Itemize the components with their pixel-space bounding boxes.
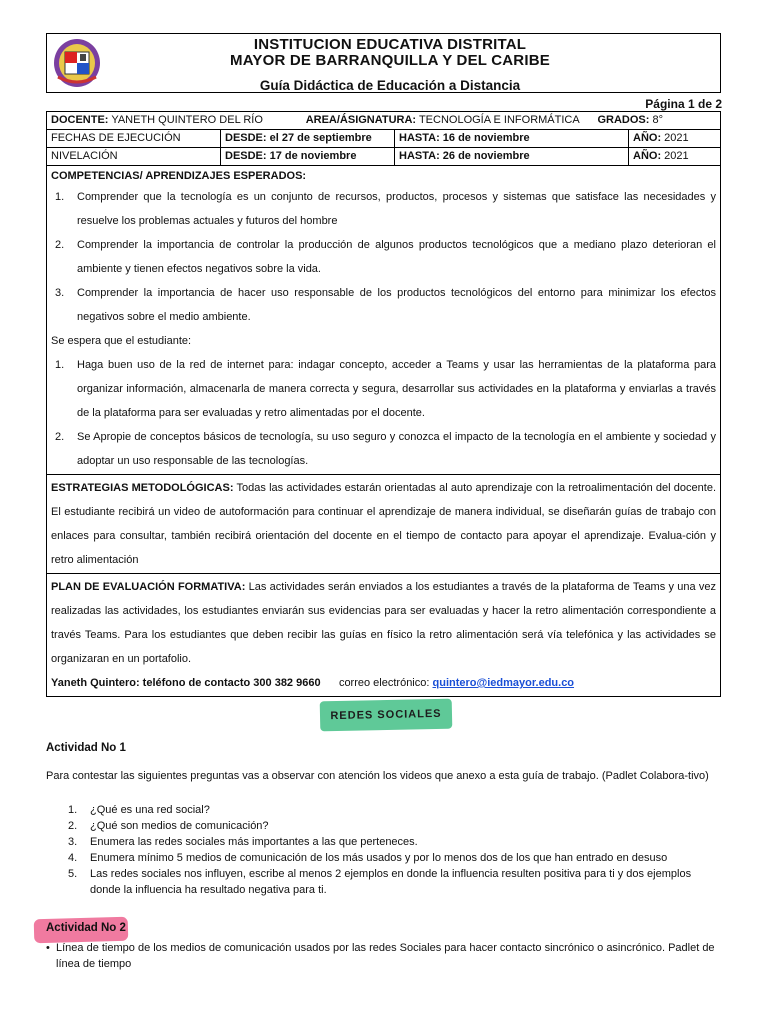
list-item xyxy=(51,233,716,281)
list-text: Comprender la importancia de controlar la producción de algunos productos tecnológicos que a mediano plazo deterioran el ambiente y tienen efectos negativos sobre la vida. xyxy=(77,239,716,275)
list-text: Comprender que la tecnología es un conjunto de recursos, productos, procesos y sistemas que satisface las necesidades y resuelve los problemas actuales y futuros del hombre xyxy=(77,191,716,227)
grados-value: 8° xyxy=(652,114,663,126)
list-number: 1. xyxy=(55,191,65,203)
estrategias-paragraph xyxy=(51,476,716,572)
table-row xyxy=(47,112,721,130)
contact-email-label: correo electrónico: xyxy=(338,677,430,689)
list-number: 3. xyxy=(68,836,78,848)
list-text: ¿Qué son medios de comunicación? xyxy=(90,820,269,832)
list-number: 3. xyxy=(55,287,65,299)
list-number: 5. xyxy=(68,868,78,880)
page-indicator: Página 1 de 2 xyxy=(645,97,722,111)
activity1-questions xyxy=(68,802,723,898)
activity1-title: Actividad No 1 xyxy=(46,742,126,754)
list-item xyxy=(68,834,723,850)
activity1-intro: Para contestar las siguientes preguntas vas a observar con atención los videos que anexo a esta guía de trabajo. (Padlet Colabora-tivo) xyxy=(46,770,709,782)
table-row xyxy=(47,574,721,697)
nivelacion-hasta: HASTA: 26 de noviembre xyxy=(395,148,629,166)
area-label: AREA/ÁSIGNATURA: xyxy=(305,114,417,126)
list-text: Enumera las redes sociales más importantes a las que perteneces. xyxy=(90,836,418,848)
institution-name-line1: INSTITUCION EDUCATIVA DISTRITAL xyxy=(253,36,527,53)
list-number: 1. xyxy=(68,804,78,816)
bullet-icon: • xyxy=(46,942,50,954)
plan-cell xyxy=(47,574,721,697)
list-number: 2. xyxy=(55,431,65,443)
list-number: 4. xyxy=(68,852,78,864)
list-number: 2. xyxy=(68,820,78,832)
institution-name-line2: MAYOR DE BARRANQUILLA Y DEL CARIBE xyxy=(230,52,550,69)
list-item xyxy=(68,818,723,834)
docente-value: YANETH QUINTERO DEL RÍO xyxy=(111,114,263,126)
fechas-label: FECHAS DE EJECUCIÓN xyxy=(47,130,221,148)
contact-line xyxy=(51,671,716,695)
fechas-desde: DESDE: el 27 de septiembre xyxy=(221,130,395,148)
contact-email-link[interactable]: quintero@iedmayor.edu.co xyxy=(432,677,575,689)
ano-cell xyxy=(629,130,721,148)
estrategias-cell xyxy=(47,475,721,574)
list-item xyxy=(51,353,716,425)
list-item xyxy=(68,850,723,866)
activity2-bullet-text: Línea de tiempo de los medios de comunicación usados por las redes Sociales para hacer contacto sincrónico o asincrónico. Padlet de línea de tiempo xyxy=(56,942,715,970)
list-item xyxy=(51,185,716,233)
docente-label: DOCENTE: xyxy=(51,114,109,126)
list-text: Las redes sociales nos influyen, escribe al menos 2 ejemplos en donde la influencia resulten positiva para ti y dos ejemplos donde la influencia ha resultado negativa para ti. xyxy=(90,868,692,896)
estrategias-text: Todas las actividades estarán orientadas al auto aprendizaje con la retroalimentación del docente. El estudiante recibirá un video de autoformación para continuar el aprendizaje de manera individual, se diseñarán guías de trabajo con enlaces para consultar, también recibirá orientación del docente en el tiempo de contacto para apoyar el aprendizaje. Evalua-ción y retro alimentación xyxy=(51,482,717,566)
nivelacion-desde: DESDE: 17 de noviembre xyxy=(221,148,395,166)
guide-title: Guía Didáctica de Educación a Distancia xyxy=(259,78,521,93)
list-text: ¿Qué es una red social? xyxy=(90,804,210,816)
competencias-title: COMPETENCIAS/ APRENDIZAJES ESPERADOS: xyxy=(51,170,307,182)
list-number: 1. xyxy=(55,359,65,371)
grados-label: GRADOS: xyxy=(597,114,650,126)
plan-text: Las actividades serán enviados a los estudiantes a través de la plataforma de Teams y una vez realizadas las actividades, los estudiantes enviarán sus evidencias para ser evaluadas y hacer la retro alimentación correspondiente a través Teams. Para los estudiantes que deben recibir las guías en físico la retro alimentación será vía telefónica y las actividades se organizaran en un portafolio. xyxy=(51,581,717,665)
list-number: 2. xyxy=(55,239,65,251)
ano2-label: AÑO: xyxy=(633,150,662,162)
list-item xyxy=(68,802,723,818)
contact-name: Yaneth Quintero: teléfono de contacto 300 382 9660 xyxy=(51,677,321,689)
ano-label: AÑO: xyxy=(633,132,662,144)
list-text: Se Apropie de conceptos básicos de tecnología, su uso seguro y conozca el impacto de la tecnología en el ambiente y sociedad y adoptar un uso responsable de las tecnologías. xyxy=(77,431,716,467)
competencias-cell xyxy=(47,166,721,475)
plan-paragraph xyxy=(51,575,716,671)
activity2-bullet xyxy=(46,940,726,972)
fechas-hasta: HASTA: 16 de noviembre xyxy=(395,130,629,148)
ano2-cell xyxy=(629,148,721,166)
area-value: TECNOLOGÍA E INFORMÁTICA xyxy=(418,114,580,126)
ano-value: 2021 xyxy=(664,132,689,144)
estrategias-label: ESTRATEGIAS METODOLÓGICAS: xyxy=(51,482,234,494)
nivelacion-label: NIVELACIÓN xyxy=(47,148,221,166)
table-row xyxy=(47,130,721,148)
school-crest-icon xyxy=(52,37,102,89)
docente-cell xyxy=(47,112,721,130)
list-text: Haga buen uso de la red de internet para: indagar concepto, acceder a Teams y usar las herramientas de la plataforma para organizar información, almacenarla de manera correcta y segura, desarrollar sus actividades en la plataforma y enviarlas a través de la plataforma para ser evaluadas y retro alimentadas por el docente. xyxy=(77,359,716,419)
activity2-title: Actividad No 2 xyxy=(46,922,126,934)
list-item xyxy=(68,866,723,898)
ano2-value: 2021 xyxy=(664,150,689,162)
table-row xyxy=(47,475,721,574)
list-text: Enumera mínimo 5 medios de comunicación de los más usados y por lo menos dos de los que han entrado en desuso xyxy=(90,852,668,864)
plan-label: PLAN DE EVALUACIÓN FORMATIVA: xyxy=(51,581,246,593)
table-row xyxy=(47,148,721,166)
list-text: Comprender la importancia de hacer uso responsable de los productos tecnológicos del entorno para minimizar los efectos negativos sobre el medio ambiente. xyxy=(77,287,716,323)
list-item xyxy=(51,425,716,473)
table-row xyxy=(47,166,721,475)
section-banner: REDES SOCIALES xyxy=(320,699,453,732)
info-table xyxy=(46,111,721,697)
list-item xyxy=(51,281,716,329)
espera-intro: Se espera que el estudiante: xyxy=(51,335,192,347)
